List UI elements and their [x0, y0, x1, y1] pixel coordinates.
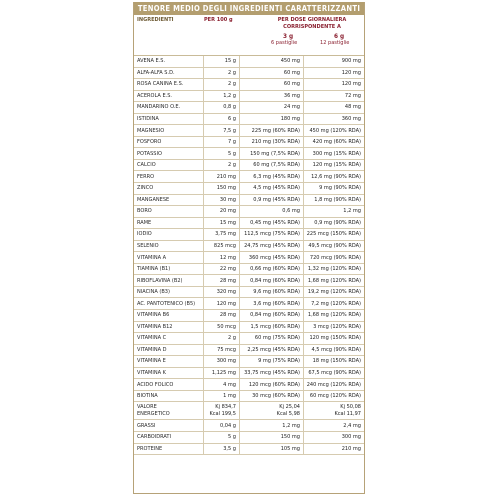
table-row [134, 356, 364, 368]
header-ingredients: INGREDIENTI [137, 17, 174, 23]
table-row [134, 90, 364, 102]
value-dose-b: 300 mg [304, 431, 365, 443]
value-dose-b: 1,2 mg [304, 206, 365, 218]
ingredient-name: NIACINA (B3) [134, 286, 204, 298]
value-dose-b: 240 mcg (120% RDA) [304, 379, 365, 391]
value-dose-b: 18 mg (150% RDA) [304, 356, 365, 368]
table-row [134, 148, 364, 160]
table-row [134, 298, 364, 310]
value-dose-b: 120 mg [304, 67, 365, 79]
value-dose-a: 60 mg (7,5% RDA) [240, 159, 304, 171]
ingredient-name: ACIDO FOLICO [134, 379, 204, 391]
value-dose-a: 36 mg [240, 90, 304, 102]
value-per100: 1,2 g [204, 90, 240, 102]
value-per100: 50 mcg [204, 321, 240, 333]
ingredient-name: PROTEINE [134, 443, 204, 455]
table-row [134, 240, 364, 252]
value-dose-b: 1,32 mg (120% RDA) [304, 263, 365, 275]
value-dose-a: 6,3 mg (45% RDA) [240, 171, 304, 183]
energy-per100: Kj 834,7 Kcal 199,5 [204, 402, 240, 420]
value-per100: 15 g [204, 56, 240, 67]
table-row [134, 125, 364, 137]
value-per100: 2 g [204, 79, 240, 91]
value-per100: 1,125 mg [204, 367, 240, 379]
value-per100: 2 g [204, 159, 240, 171]
energy-dose-a: Kj 25,04 Kcal 5,98 [240, 402, 304, 420]
ingredient-name: CARBOIDRATI [134, 431, 204, 443]
ingredient-name: VITAMINA E [134, 356, 204, 368]
value-per100: 1 mg [204, 390, 240, 402]
value-dose-a: 60 mg [240, 67, 304, 79]
value-dose-a: 0,6 mg [240, 206, 304, 218]
table-row [134, 263, 364, 275]
value-dose-b: 120 mg (15% RDA) [304, 159, 365, 171]
table-row [134, 443, 364, 455]
value-dose-b: 12,6 mg (90% RDA) [304, 171, 365, 183]
ingredient-name: ACEROLA E.S. [134, 90, 204, 102]
ingredient-name: BIOTINA [134, 390, 204, 402]
value-per100: 15 mg [204, 217, 240, 229]
ingredient-name: FOSFORO [134, 136, 204, 148]
value-per100: 320 mg [204, 286, 240, 298]
header-per100: PER 100 g [204, 17, 233, 23]
value-per100: 300 mg [204, 356, 240, 368]
nutrition-table-panel [133, 2, 365, 494]
value-per100: 30 mg [204, 194, 240, 206]
ingredient-name: VITAMINA B12 [134, 321, 204, 333]
value-per100: 2 g [204, 67, 240, 79]
value-dose-a: 9 mg (75% RDA) [240, 356, 304, 368]
value-dose-b: 1,68 mg (120% RDA) [304, 310, 365, 322]
table-row [134, 390, 364, 402]
ingredients-table [134, 56, 364, 455]
ingredient-name: TIAMINA (B1) [134, 263, 204, 275]
ingredient-name: MANGANESE [134, 194, 204, 206]
header-dose-b: 6 g [334, 32, 345, 40]
table-row [134, 252, 364, 264]
table-row [134, 183, 364, 195]
value-dose-b: 1,68 mg (120% RDA) [304, 275, 365, 287]
table-row [134, 420, 364, 432]
ingredient-name: GRASSI [134, 420, 204, 432]
value-dose-b: 9 mg (90% RDA) [304, 183, 365, 195]
table-row [134, 229, 364, 241]
value-dose-a: 4,5 mg (45% RDA) [240, 183, 304, 195]
value-per100: 2 g [204, 333, 240, 345]
value-per100: 825 mcg [204, 240, 240, 252]
value-dose-b: 48 mg [304, 102, 365, 114]
value-dose-a: 150 mg (7,5% RDA) [240, 148, 304, 160]
value-per100: 6 g [204, 113, 240, 125]
value-dose-a: 0,9 mg (45% RDA) [240, 194, 304, 206]
value-dose-a: 105 mg [240, 443, 304, 455]
value-per100: 22 mg [204, 263, 240, 275]
value-per100: 7 g [204, 136, 240, 148]
table-row [134, 194, 364, 206]
value-dose-a: 30 mcg (60% RDA) [240, 390, 304, 402]
table-row [134, 56, 364, 67]
value-per100: 210 mg [204, 171, 240, 183]
ingredient-name: AVENA E.S. [134, 56, 204, 67]
table-row-energy [134, 402, 364, 420]
ingredient-name: FERRO [134, 171, 204, 183]
value-per100: 4 mg [204, 379, 240, 391]
value-dose-a: 60 mg (75% RDA) [240, 333, 304, 345]
ingredient-name: VITAMINA C [134, 333, 204, 345]
table-row [134, 367, 364, 379]
value-dose-a: 24 mg [240, 102, 304, 114]
value-per100: 5 g [204, 148, 240, 160]
value-dose-b: 225 mcg (150% RDA) [304, 229, 365, 241]
table-row [134, 379, 364, 391]
table-row [134, 67, 364, 79]
table-row [134, 171, 364, 183]
value-dose-a: 180 mg [240, 113, 304, 125]
value-dose-a: 0,84 mg (60% RDA) [240, 275, 304, 287]
value-dose-b: 7,2 mg (120% RDA) [304, 298, 365, 310]
header-daily-dose: PER DOSE GIORNALIERA [277, 17, 347, 23]
table-row [134, 136, 364, 148]
ingredient-name: AC. PANTOTENICO (B5) [134, 298, 204, 310]
table-row [134, 321, 364, 333]
ingredient-name: VITAMINA D [134, 344, 204, 356]
table-row [134, 217, 364, 229]
value-dose-b: 19,2 mg (120% RDA) [304, 286, 365, 298]
ingredient-name: BORO [134, 206, 204, 218]
value-dose-a: 0,45 mg (45% RDA) [240, 217, 304, 229]
value-per100: 150 mg [204, 183, 240, 195]
header-corresponding: CORRISPONDENTE A [283, 23, 341, 30]
energy-rows [134, 402, 364, 420]
value-dose-b: 4,5 mcg (90% RDA) [304, 344, 365, 356]
value-dose-b: 72 mg [304, 90, 365, 102]
value-dose-b: 49,5 mcg (90% RDA) [304, 240, 365, 252]
ingredient-name: RAME [134, 217, 204, 229]
value-per100: 12 mg [204, 252, 240, 264]
value-dose-a: 0,84 mg (60% RDA) [240, 310, 304, 322]
value-per100: 7,5 g [204, 125, 240, 137]
value-dose-b: 1,8 mg (90% RDA) [304, 194, 365, 206]
ingredient-name: IODIO [134, 229, 204, 241]
ingredient-name: ALFA-ALFA S.D. [134, 67, 204, 79]
ingredient-name: CALCIO [134, 159, 204, 171]
ingredient-name: ISTIDINA [134, 113, 204, 125]
table-row [134, 275, 364, 287]
value-per100: 28 mg [204, 275, 240, 287]
value-dose-a: 150 mg [240, 431, 304, 443]
macro-rows [134, 420, 364, 455]
table-row [134, 113, 364, 125]
table-title: TENORE MEDIO DEGLI INGREDIENTI CARATTERIZZANTI [134, 2, 364, 15]
value-dose-b: 120 mg [304, 79, 365, 91]
header-pills-b: 12 pastiglie [320, 40, 350, 46]
value-dose-b: 2,4 mg [304, 420, 365, 432]
ingredient-name: POTASSIO [134, 148, 204, 160]
value-dose-a: 1,5 mcg (60% RDA) [240, 321, 304, 333]
header-dose-a: 3 g [283, 32, 294, 40]
value-dose-b: 360 mg [304, 113, 365, 125]
value-dose-a: 120 mcg (60% RDA) [240, 379, 304, 391]
ingredient-name: SELENIO [134, 240, 204, 252]
table-row [134, 286, 364, 298]
table-row [134, 310, 364, 322]
table-row [134, 333, 364, 345]
value-dose-a: 24,75 mcg (45% RDA) [240, 240, 304, 252]
table-row [134, 102, 364, 114]
ingredient-name: VITAMINA A [134, 252, 204, 264]
value-dose-b: 900 mg [304, 56, 365, 67]
value-dose-a: 450 mg [240, 56, 304, 67]
value-dose-a: 60 mg [240, 79, 304, 91]
value-dose-a: 3,6 mg (60% RDA) [240, 298, 304, 310]
value-dose-a: 0,66 mg (60% RDA) [240, 263, 304, 275]
value-dose-a: 225 mg (60% RDA) [240, 125, 304, 137]
value-dose-a: 9,6 mg (60% RDA) [240, 286, 304, 298]
value-dose-a: 33,75 mcg (45% RDA) [240, 367, 304, 379]
energy-name: VALORE ENERGETICO [134, 402, 204, 420]
value-dose-a: 112,5 mcg (75% RDA) [240, 229, 304, 241]
table-row [134, 344, 364, 356]
value-per100: 20 mg [204, 206, 240, 218]
ingredient-name: VITAMINA K [134, 367, 204, 379]
value-dose-a: 2,25 mcg (45% RDA) [240, 344, 304, 356]
value-dose-b: 0,9 mg (90% RDA) [304, 217, 365, 229]
value-dose-a: 360 mcg (45% RDA) [240, 252, 304, 264]
table-row [134, 79, 364, 91]
ingredient-name: VITAMINA B6 [134, 310, 204, 322]
energy-dose-b: Kj 50,08 Kcal 11,97 [304, 402, 365, 420]
value-dose-b: 300 mg (15% RDA) [304, 148, 365, 160]
table-header [134, 15, 364, 56]
ingredient-name: ROSA CANINA E.S. [134, 79, 204, 91]
value-dose-b: 67,5 mcg (90% RDA) [304, 367, 365, 379]
table-row [134, 159, 364, 171]
ingredient-name: MANDARINO O.E. [134, 102, 204, 114]
value-dose-b: 720 mcg (90% RDA) [304, 252, 365, 264]
value-per100: 28 mg [204, 310, 240, 322]
value-per100: 3,5 g [204, 443, 240, 455]
value-dose-b: 450 mg (120% RDA) [304, 125, 365, 137]
value-dose-a: 1,2 mg [240, 420, 304, 432]
table-row [134, 431, 364, 443]
value-per100: 0,8 g [204, 102, 240, 114]
value-per100: 120 mg [204, 298, 240, 310]
value-dose-b: 120 mg (150% RDA) [304, 333, 365, 345]
header-pills-a: 6 pastiglie [271, 40, 298, 46]
ingredient-name: MAGNESIO [134, 125, 204, 137]
value-dose-b: 420 mg (60% RDA) [304, 136, 365, 148]
value-per100: 3,75 mg [204, 229, 240, 241]
table-row [134, 206, 364, 218]
value-dose-b: 60 mcg (120% RDA) [304, 390, 365, 402]
ingredient-name: ZINCO [134, 183, 204, 195]
value-dose-b: 3 mcg (120% RDA) [304, 321, 365, 333]
value-dose-a: 210 mg (30% RDA) [240, 136, 304, 148]
ingredients-rows [134, 56, 364, 402]
value-per100: 5 g [204, 431, 240, 443]
value-per100: 75 mcg [204, 344, 240, 356]
value-dose-b: 210 mg [304, 443, 365, 455]
ingredient-name: RIBOFLAVINA (B2) [134, 275, 204, 287]
value-per100: 0,04 g [204, 420, 240, 432]
